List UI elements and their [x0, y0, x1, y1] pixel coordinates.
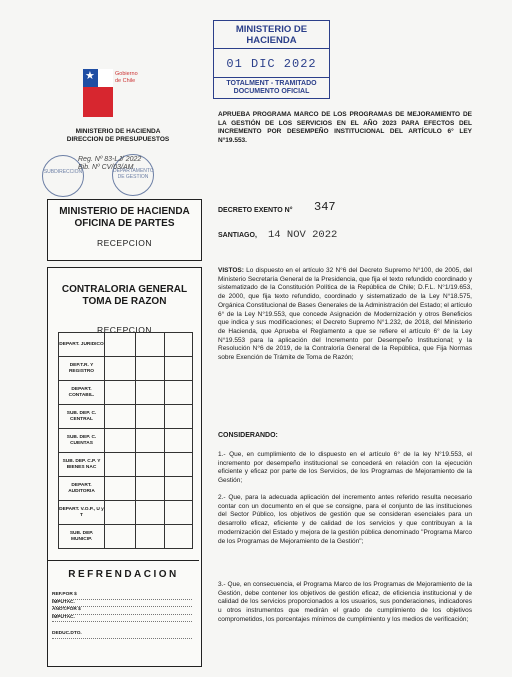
ref-field: DEDUC.DTO. [52, 631, 192, 639]
table-row: DEPART. CONTABIL. [59, 381, 192, 405]
hacienda-date-stamp [213, 20, 330, 99]
stamp-footer-line2: DOCUMENTO OFICIAL [233, 88, 310, 95]
ref-field: IMPUTAC. [52, 600, 192, 608]
refrendacion-title: REFRENDACION [68, 569, 179, 580]
document-title: APRUEBA PROGRAMA MARCO DE LOS PROGRAMAS DE MEJORAMIENTO DE LA GESTIÓN DE LOS SERVICIOS EN EL AÑO 2023 PARA EFECTOS DEL INCREMENTO POR DESEMPEÑO INSTITUCIONAL DEL ARTÍCULO 6° LEY N°19.553. [218, 111, 472, 144]
santiago-date: 14 NOV 2022 [268, 229, 338, 241]
considerando-heading: CONSIDERANDO: [218, 432, 278, 439]
stamp-footer [214, 77, 329, 98]
considerando-paragraph-3: 3.- Que, en consecuencia, el Programa Marco de los Programas de Mejoramiento de la Gestión, debe contener los objetivos de gestión eficaz, de eficiencia institucional y de calidad de los servicios proporcionados a los usuarios, sus ponderaciones, indicadores u otros instrumentos que medirán el grado de cumplimiento de los objetivos comprometidos, los porcentajes mínimos de cumplimiento y los medios de verificación; [218, 581, 472, 623]
oficina-partes-box [47, 199, 202, 261]
contraloria-recepcion: RECEPCION [96, 325, 153, 335]
table-row: DEP.T.R. Y REGISTRO [59, 357, 192, 381]
table-row: SUB. DEP. C. CUENTAS [59, 429, 192, 453]
departments-table [58, 332, 193, 549]
ministerio-header [58, 128, 178, 144]
table-row: DEPART. V.O.P., U y T [59, 501, 192, 525]
stamp-footer-line1: TOTALMENT - TRAMITADO [226, 80, 317, 87]
toma-razon-title: TOMA DE RAZON [82, 296, 167, 307]
ref-field: ANOT.POR $ [52, 607, 192, 615]
registro-number: Reg. Nº 83-LJ/ 2022 Bib. Nº CV/03/AM [78, 156, 142, 171]
ministerio-name: MINISTERIO DE HACIENDA [75, 128, 161, 135]
stamp-title: MINISTERIO DE HACIENDA [214, 21, 329, 49]
vistos-label: VISTOS: [218, 267, 244, 274]
chile-flag-icon: ★ [83, 69, 113, 117]
refrendacion-fields [52, 592, 192, 639]
ref-field: REF.POR $ [52, 592, 192, 600]
table-row: SUB. DEP. MUNICIP. [59, 525, 192, 548]
ref-field: IMPUTAC. [52, 615, 192, 623]
box-oficina: OFICINA DE PARTES [74, 218, 175, 229]
box-recepcion: RECEPCION [96, 238, 153, 248]
refrendacion-divider [48, 560, 199, 561]
logo-text: Gobierno de Chile [115, 71, 138, 84]
circular-seal: DEPARTAMENTO DE GESTION [112, 154, 154, 196]
vistos-paragraph [218, 267, 472, 363]
decreto-number: 347 [314, 200, 336, 214]
table-row: SUB. DEP. C. CENTRAL [59, 405, 192, 429]
table-row: DEPART. JURIDICO [59, 333, 192, 357]
vistos-text: Lo dispuesto en el artículo 32 N°6 del Decreto Supremo N°100, de 2005, del Ministerio Secretaría General de la Presidencia, que fija el texto refundido coordinado y sistematizado de la Constitución Política de la República de Chile; D.F.L. N°1/19.653, de 2000, que fija texto refundido, coordinado y sistematizado de la Ley N°18.575, Orgánica Constitucional de Bases Generales de la Administración del Estado; el artículo 6° de la Ley N°19.553, que concede Asignación de Modernización y otros Beneficios que indica y sus modificaciones; el Decreto Supremo N°1.232, de 2018, del Ministerio de Hacienda, que Aprueba el Reglamento a que se refiere el artículo 6° de la Ley N°19.553 para la aplicación del Incremento por Desempeño Institucional; y la Resolución N°6 de 2019, de la Contraloría General de la República, que Fija Normas sobre Exención de Trámite de Toma de Razón; [218, 267, 473, 362]
box-ministerio: MINISTERIO DE HACIENDA [59, 206, 190, 217]
decreto-label: DECRETO EXENTO N° [218, 207, 293, 214]
contraloria-title: CONTRALORIA GENERAL [61, 284, 188, 295]
santiago-label: SANTIAGO, [218, 232, 257, 239]
table-row: DEPART. AUDITORIA [59, 477, 192, 501]
stamp-date: 01 DIC 2022 [226, 57, 317, 71]
gobierno-chile-logo [83, 69, 159, 119]
considerando-paragraph-2: 2.- Que, para la adecuada aplicación del incremento antes referido resulta necesario contar con un documento en el que se consigne, para el conjunto de las instituciones del Sector Público, los objetivos de gestión que se consideran esenciales para un desarrollo eficaz, eficiente y de calidad de los servicios y que contribuyan a la modernización del Estado y mejora de la gestión pública denominado "Programa Marco de los Programas de Mejoramiento de la Gestión"; [218, 494, 472, 545]
direccion-name: DIRECCION DE PRESUPUESTOS [66, 136, 170, 143]
considerando-paragraph-1: 1.- Que, en cumplimiento de lo dispuesto en el artículo 6° de la ley N°19.553, el incremento por desempeño institucional se concederá en relación con la ejecución eficiente y eficaz por parte de los Servicios, de los Programas de Mejoramiento de la Gestión; [218, 451, 472, 485]
circular-seal: SUBDIRECCION [42, 155, 84, 197]
table-row: SUB. DEP. C.P. Y BIENES NAC [59, 453, 192, 477]
